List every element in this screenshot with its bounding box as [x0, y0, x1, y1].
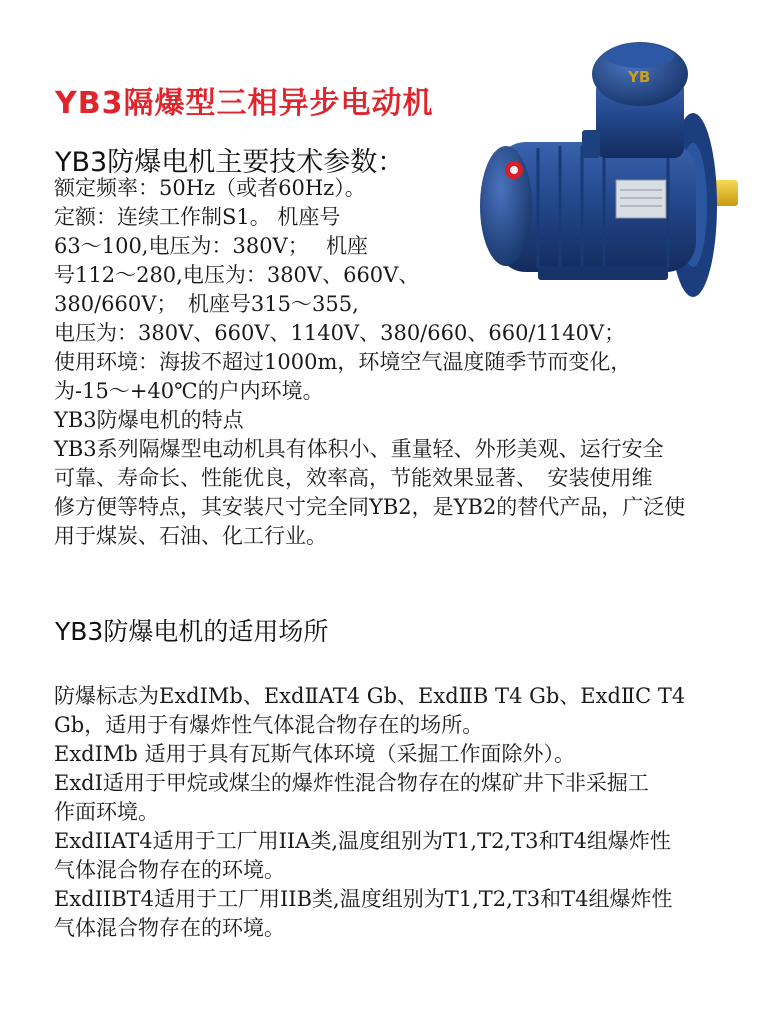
page-title: YB3隔爆型三相异步电动机	[55, 86, 434, 121]
text-line: 气体混合物存在的环境。	[54, 916, 285, 940]
text-line: ExdIIAT4适用于工厂用IIA类,温度组别为T1,T2,T3和T4组爆炸性	[54, 829, 671, 853]
text-line: 63～100,电压为：380V； 机座	[54, 234, 368, 258]
text-line: ExdIMb 适用于具有瓦斯气体环境（采掘工作面除外）。	[54, 742, 576, 766]
text-line: 气体混合物存在的环境。	[54, 858, 285, 882]
text-line: 定额：连续工作制S1。 机座号	[54, 205, 341, 229]
text-line: YB3系列隔爆型电动机具有体积小、重量轻、外形美观、运行安全	[54, 437, 664, 461]
text-line: 防爆标志为ExdⅠMb、ExdⅡAT4 Gb、ExdⅡB T4 Gb、ExdⅡC T4	[54, 684, 686, 708]
applicable-places-text	[54, 682, 685, 943]
text-line: 修方便等特点，其安装尺寸完全同YB2，是YB2的替代产品，广泛使	[54, 495, 686, 519]
text-line: ExdI适用于甲烷或煤尘的爆炸性混合物存在的煤矿井下非采掘工	[54, 771, 649, 795]
text-line: Gb，适用于有爆炸性气体混合物存在的场所。	[54, 713, 484, 737]
text-line: 作面环境。	[54, 800, 159, 824]
text-line: 380/660V； 机座号315～355,	[54, 292, 359, 316]
text-line: 额定频率：50Hz（或者60Hz）。	[54, 176, 366, 200]
text-line: ExdIIBT4适用于工厂用IIB类,温度组别为T1,T2,T3和T4组爆炸性	[54, 887, 673, 911]
motor-feet	[538, 266, 668, 280]
fan-cover	[480, 146, 532, 266]
nameplate	[616, 180, 666, 218]
text-line: 用于煤炭、石油、化工行业。	[54, 524, 327, 548]
text-line: 使用环境：海拔不超过1000m，环境空气温度随季节而变化，	[54, 350, 632, 374]
motor-image	[478, 30, 740, 312]
text-line: 电压为：380V、660V、1140V、380/660、660/1140V；	[54, 321, 626, 345]
section-heading-technical-parameters: YB3防爆电机主要技术参数：	[55, 147, 405, 178]
svg-text:YB: YB	[628, 68, 651, 86]
section-heading-applicable-places: YB3防爆电机的适用场所	[55, 617, 329, 646]
text-line: 可靠、寿命长、性能优良，效率高，节能效果显著、 安装使用维	[54, 466, 653, 490]
text-line: YB3防爆电机的特点	[54, 408, 244, 432]
text-line: 号112～280,电压为：380V、660V、	[54, 263, 420, 287]
text-line: 为-15～+40℃的户内环境。	[54, 379, 324, 403]
